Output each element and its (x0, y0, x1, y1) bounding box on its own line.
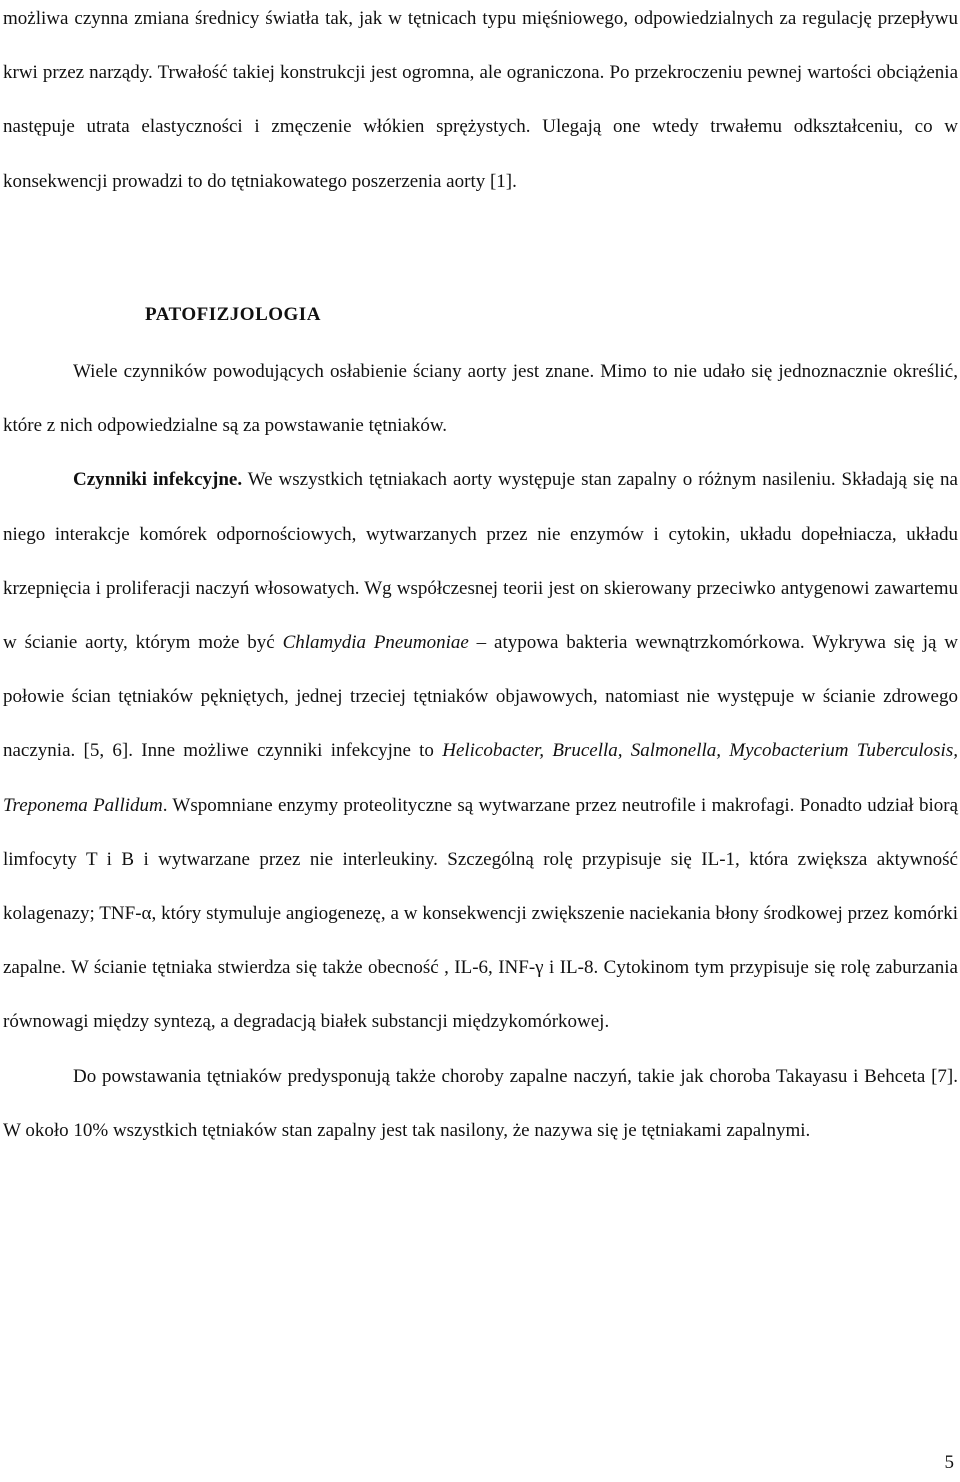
paragraph-intro-continuation: możliwa czynna zmiana średnicy światła tak, jak w tętnicach typu mięśniowego, odpowiedzialnych za regulację przepływu krwi przez narządy. Trwałość takiej konstrukcji jest ogromna, ale ograniczona. Po przekroczeniu pewnej wartości obciążenia następuje utrata elastyczności i zmęczenie włókien sprężystych. Ulegają one wtedy trwałemu odkształceniu, co w konsekwencji prowadzi to do tętniakowatego poszerzenia aorty [1]. (3, 8, 958, 192)
page-number: 5 (944, 1452, 954, 1473)
document-page (3, 0, 958, 1158)
chlamydia-species-name: Chlamydia Pneumoniae (282, 632, 469, 654)
infectious-text-a: We wszystkich tętniakach aorty występuje stan zapalny o różnym nasileniu. Składają się na niego interakcje komórek odpornościowych, wytwarzanych przez nie enzymów i cytokin, układu dopełniacza, układu krzepnięcia i proliferacji naczyń włosowatych. Wg współczesnej teorii jest on skierowany przeciwko antygenowi zawartemu w ścianie aorty, którym może być (3, 469, 958, 654)
paragraph-vasculitis: Do powstawania tętniaków predysponują także choroby zapalne naczyń, takie jak choroba Takayasu i Behceta [7]. W około 10% wszystkich tętniaków stan zapalny jest tak nasilony, że nazywa się je tętniakami zapalnymi. (3, 1065, 958, 1141)
infectious-text-c: . Wspomniane enzymy proteolityczne są wytwarzane przez neutrofile i makrofagi. Ponadto udział biorą limfocyty T i B i wytwarzane przez nie interleukiny. Szczególną rolę przypisuje się IL-1, która zwiększa aktywność kolagenazy; TNF-α, który stymuluje angiogenezę, a w konsekwencji zwiększenie naciekania błony środkowej przez komórki zapalne. W ścianie tętniaka stwierdza się także obecność , IL-6, INF-γ i IL-8. Cytokinom tym przypisuje się rolę zaburzania równowagi między syntezą, a degradacją białek substancji międzykomórkowej. (3, 794, 958, 1033)
paragraph-factors: Wiele czynników powodujących osłabienie ściany aorty jest znane. Mimo to nie udało się jednoznacznie określić, które z nich odpowiedzialne są za powstawanie tętniaków. (3, 361, 958, 437)
section-heading: PATOFIZJOLOGIA (145, 303, 321, 325)
bacteria-species-list: Helicobacter, Brucella, Salmonella, Mycobacterium Tuberculosis, Treponema Pallidum (3, 740, 958, 816)
infectious-factors-lead: Czynniki infekcyjne. (73, 469, 243, 491)
infectious-text-b: – atypowa bakteria wewnątrzkomórkowa. Wykrywa się ją w połowie ścian tętniaków pękniętych, jednej trzeciej tętniaków objawowych, natomiast nie występuje w ścianie zdrowego naczynia. [5, 6]. Inne możliwe czynniki infekcyjne to (3, 632, 958, 762)
paragraph-infectious-factors (3, 453, 958, 1049)
